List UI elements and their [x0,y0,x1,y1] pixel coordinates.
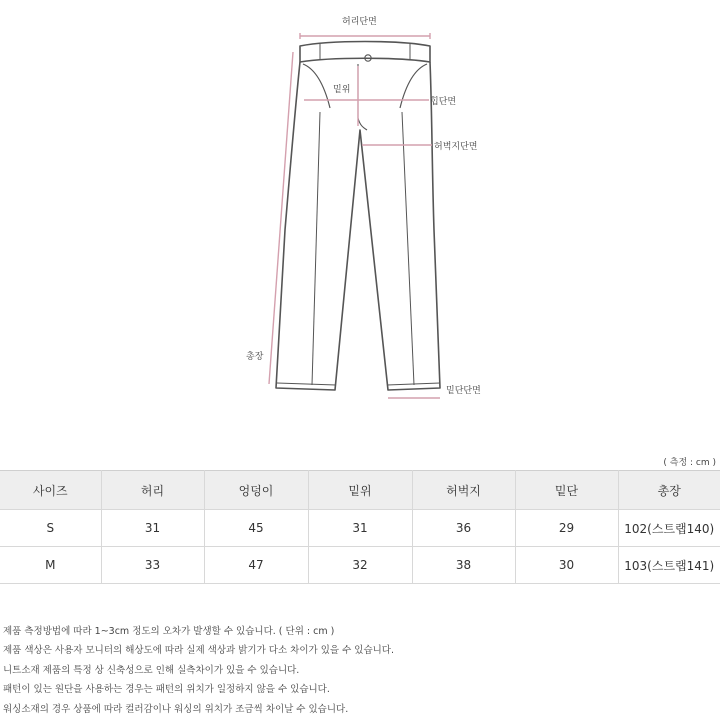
table-header-row [0,471,720,510]
cell-total-length: 102(스트랩140) [618,510,720,547]
header-size: 사이즈 [0,471,101,510]
cell-hip: 47 [204,547,308,584]
note-item: 제품 측정방법에 따라 1~3cm 정도의 오차가 발생할 수 있습니다. ( 단위 : cm ) [3,626,335,637]
cell-waist: 33 [101,547,204,584]
header-waist: 허리 [101,471,204,510]
cell-thigh: 38 [412,547,515,584]
header-rise: 밑위 [308,471,412,510]
cell-hem: 30 [515,547,618,584]
cell-rise: 32 [308,547,412,584]
cell-rise: 31 [308,510,412,547]
size-table [0,470,720,584]
hem-label: 밑단단면 [446,386,481,396]
waist-label: 허리단면 [342,17,377,27]
notes [3,622,394,719]
cell-size: M [0,547,101,584]
cell-hip: 45 [204,510,308,547]
cell-total-length: 103(스트랩141) [618,547,720,584]
header-total-length: 총장 [618,471,720,510]
cell-hem: 29 [515,510,618,547]
hip-label: 힙단면 [430,97,457,107]
table-row [0,510,720,547]
note-item: 패턴이 있는 원단을 사용하는 경우는 패턴의 위치가 일정하지 않을 수 있습니다. [3,684,330,696]
thigh-label: 허벅지단면 [434,142,478,152]
cell-waist: 31 [101,510,204,547]
table-row [0,547,720,584]
note-item: 워싱소재의 경우 상품에 따라 컬러감이나 워싱의 위치가 조금씩 차이날 수 있습니다. [3,703,349,715]
header-hip: 엉덩이 [204,471,308,510]
total-length-label: 총장 [246,352,264,362]
header-hem: 밑단 [515,471,618,510]
header-thigh: 허벅지 [412,471,515,510]
cell-thigh: 36 [412,510,515,547]
measurement-lines [269,33,440,398]
unit-note: ( 측정 : cm ) [663,458,716,468]
note-item: 제품 색상은 사용자 모니터의 해상도에 따라 실제 색상과 밝기가 다소 차이가 있을 수 있습니다. [3,645,395,657]
cell-size: S [0,510,101,547]
total-length-line [269,52,293,384]
rise-label: 밑위 [333,85,351,95]
note-item: 니트소재 제품의 특정 상 신축성으로 인해 실측차이가 있을 수 있습니다. [3,664,300,676]
